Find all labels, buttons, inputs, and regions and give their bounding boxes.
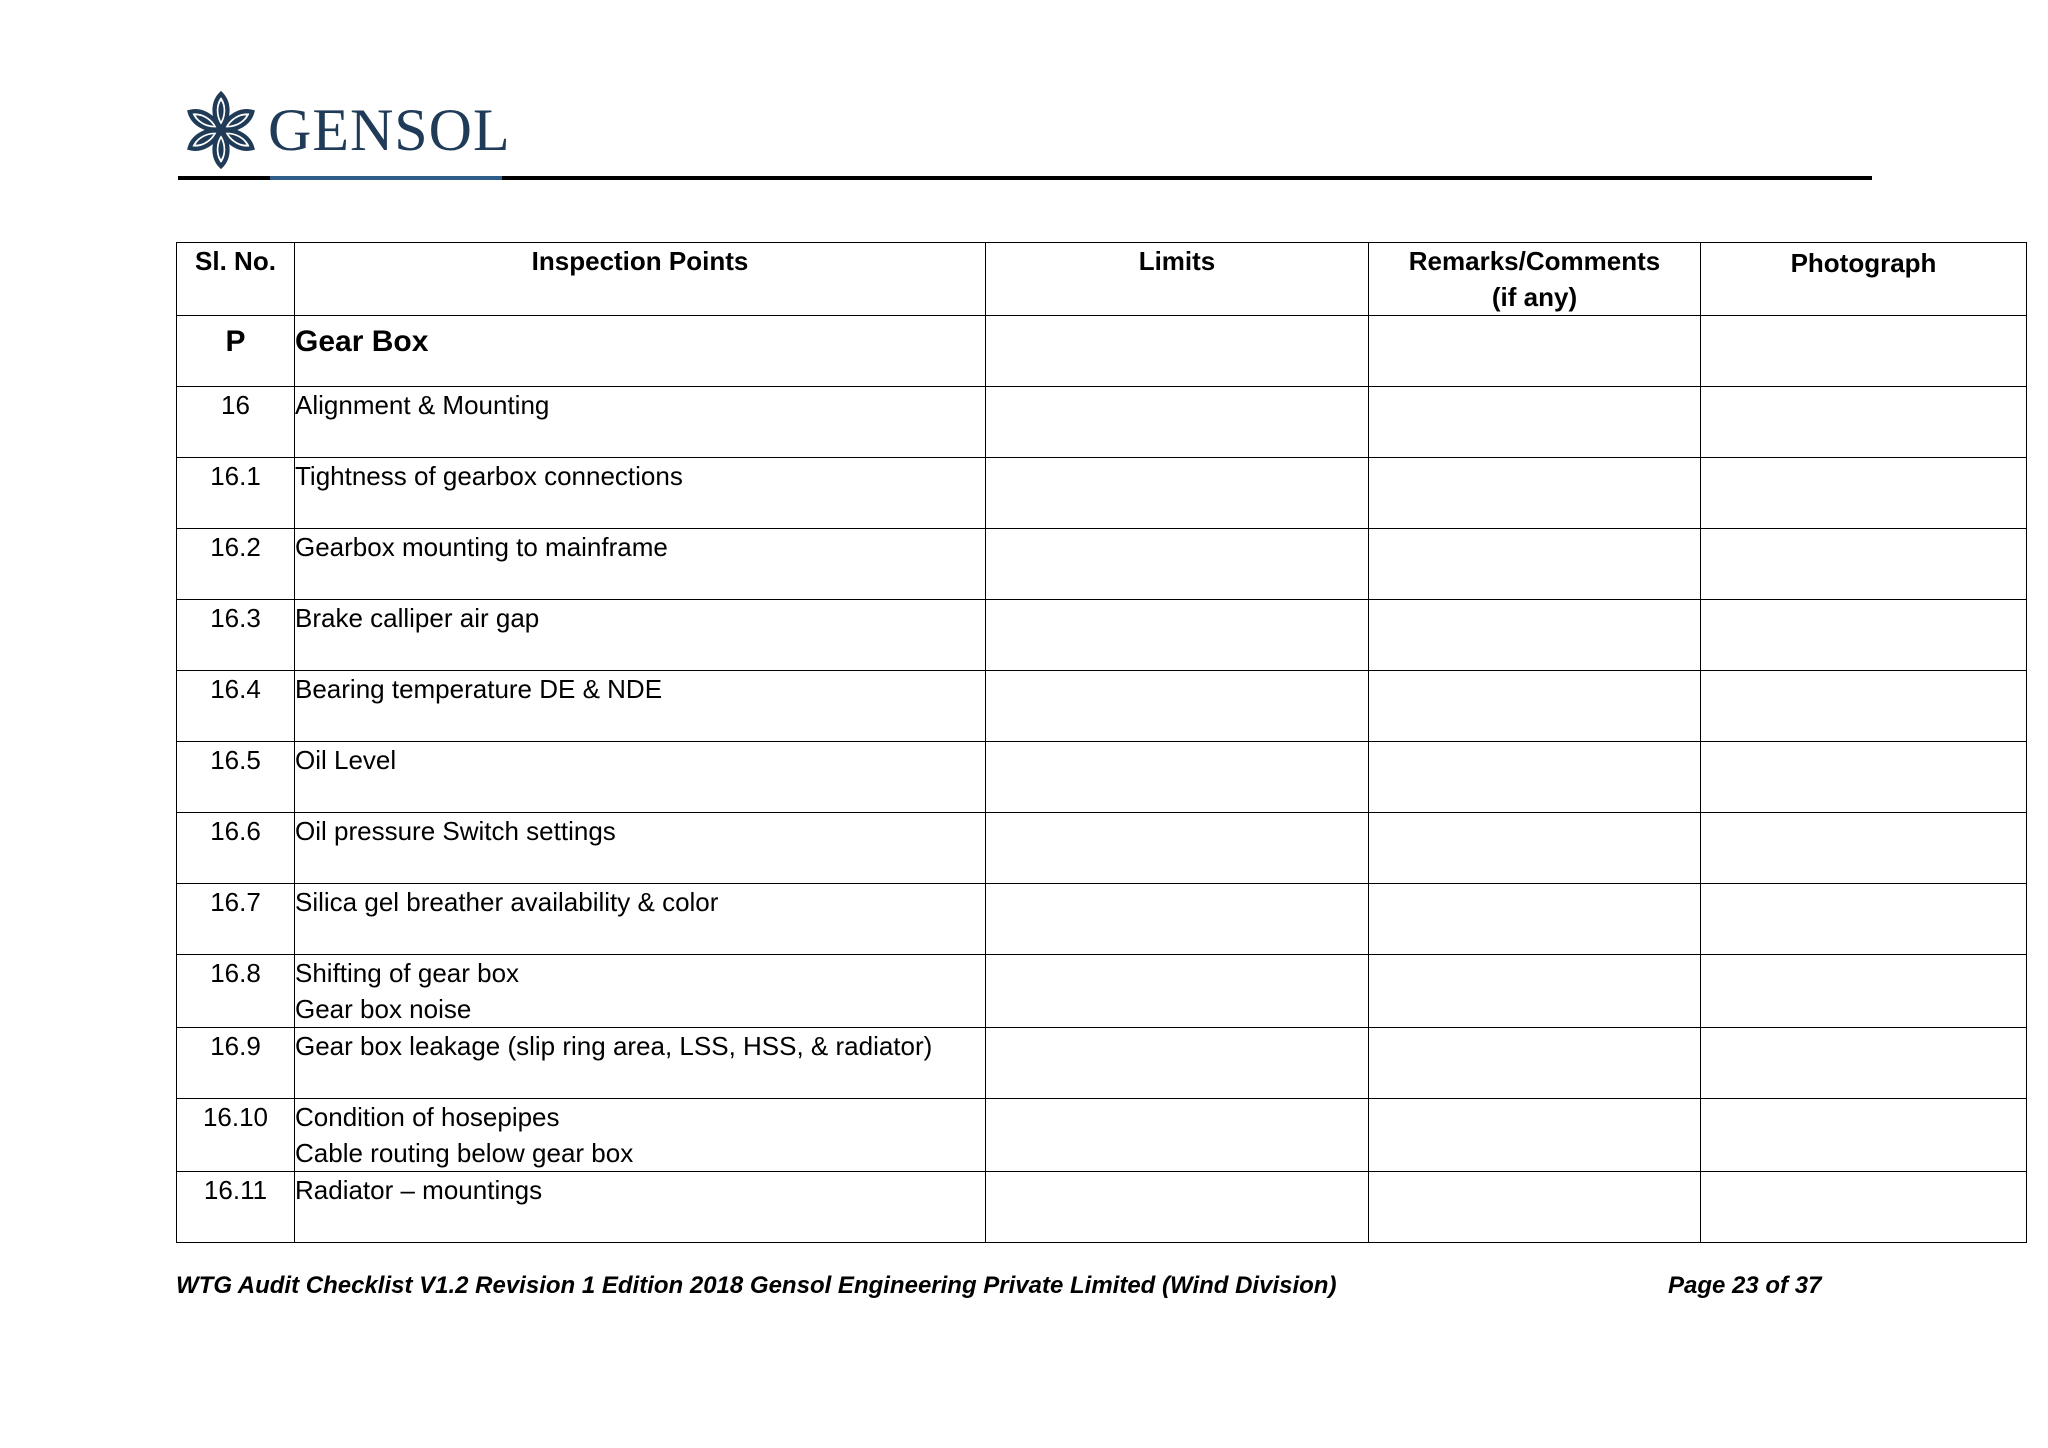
limits-cell[interactable] — [986, 671, 1369, 742]
col-header-photograph-label: Photograph — [1790, 248, 1937, 278]
table-row — [177, 742, 2027, 813]
inspection-point-cell — [295, 671, 986, 742]
sl-no-cell: 16.7 — [177, 884, 295, 955]
photograph-cell[interactable] — [1701, 884, 2027, 955]
sl-no-cell: 16.1 — [177, 458, 295, 529]
table-row — [177, 387, 2027, 458]
remarks-cell[interactable] — [1369, 1028, 1701, 1099]
inspection-point-cell — [295, 600, 986, 671]
sl-no-cell: 16.4 — [177, 671, 295, 742]
company-logo — [178, 88, 511, 172]
remarks-cell[interactable] — [1369, 316, 1701, 387]
table-row — [177, 1172, 2027, 1243]
photograph-cell[interactable] — [1701, 671, 2027, 742]
table-row — [177, 1099, 2027, 1172]
inspection-point-cell — [295, 387, 986, 458]
photograph-cell[interactable] — [1701, 955, 2027, 1028]
col-header-photograph — [1701, 243, 2027, 316]
limits-cell[interactable] — [986, 1099, 1369, 1172]
table-row — [177, 529, 2027, 600]
inspection-point-cell — [295, 884, 986, 955]
section-sl: P — [177, 316, 295, 387]
inspection-point-text-2: Cable routing below gear box — [295, 1138, 634, 1168]
inspection-point-text-2: Gear box noise — [295, 994, 472, 1024]
inspection-point-text: Tightness of gearbox connections — [295, 461, 683, 491]
inspection-point-text: Radiator – mountings — [295, 1175, 543, 1205]
header-rule-accent — [270, 176, 502, 180]
limits-cell[interactable] — [986, 600, 1369, 671]
photograph-cell[interactable] — [1701, 742, 2027, 813]
photograph-cell[interactable] — [1701, 529, 2027, 600]
table-row — [177, 600, 2027, 671]
col-header-limits: Limits — [986, 243, 1369, 316]
footer-document-title: WTG Audit Checklist V1.2 Revision 1 Edition 2018 Gensol Engineering Private Limited (Wind Division) — [176, 1272, 1337, 1299]
table-row — [177, 671, 2027, 742]
inspection-point-cell — [295, 458, 986, 529]
limits-cell[interactable] — [986, 742, 1369, 813]
inspection-point-cell — [295, 1172, 986, 1243]
footer-page-number: Page 23 of 37 — [1668, 1272, 1822, 1299]
col-header-inspection-points: Inspection Points — [295, 243, 986, 316]
remarks-cell[interactable] — [1369, 742, 1701, 813]
table-row — [177, 458, 2027, 529]
limits-cell[interactable] — [986, 955, 1369, 1028]
inspection-point-text: Silica gel breather availability & color — [295, 887, 719, 917]
sl-no-cell: 16.8 — [177, 955, 295, 1028]
sl-no-cell: 16 — [177, 387, 295, 458]
remarks-cell[interactable] — [1369, 884, 1701, 955]
photograph-cell[interactable] — [1701, 458, 2027, 529]
remarks-cell[interactable] — [1369, 671, 1701, 742]
table-row — [177, 813, 2027, 884]
remarks-cell[interactable] — [1369, 955, 1701, 1028]
sl-no-cell: 16.2 — [177, 529, 295, 600]
inspection-point-cell — [295, 813, 986, 884]
col-header-remarks-line1: Remarks/Comments — [1408, 246, 1661, 276]
section-title: Gear Box — [295, 316, 986, 387]
limits-cell[interactable] — [986, 529, 1369, 600]
sl-no-cell: 16.5 — [177, 742, 295, 813]
inspection-point-text: Gear box leakage (slip ring area, LSS, HSS, & radiator) — [295, 1031, 933, 1061]
inspection-point-cell — [295, 1099, 986, 1172]
section-row — [177, 316, 2027, 387]
limits-cell[interactable] — [986, 387, 1369, 458]
inspection-point-text: Alignment & Mounting — [295, 390, 550, 420]
inspection-point-text: Gearbox mounting to mainframe — [295, 532, 668, 562]
table-header-row — [177, 243, 2027, 316]
sl-no-cell: 16.11 — [177, 1172, 295, 1243]
photograph-cell[interactable] — [1701, 387, 2027, 458]
inspection-point-text: Condition of hosepipes — [295, 1102, 560, 1132]
col-header-sl-no: Sl. No. — [177, 243, 295, 316]
limits-cell[interactable] — [986, 458, 1369, 529]
limits-cell[interactable] — [986, 813, 1369, 884]
remarks-cell[interactable] — [1369, 600, 1701, 671]
remarks-cell[interactable] — [1369, 1172, 1701, 1243]
inspection-checklist-table — [176, 242, 2027, 1243]
remarks-cell[interactable] — [1369, 813, 1701, 884]
inspection-point-cell — [295, 1028, 986, 1099]
limits-cell[interactable] — [986, 1172, 1369, 1243]
table-row — [177, 1028, 2027, 1099]
remarks-cell[interactable] — [1369, 1099, 1701, 1172]
remarks-cell[interactable] — [1369, 529, 1701, 600]
remarks-cell[interactable] — [1369, 387, 1701, 458]
inspection-point-text: Brake calliper air gap — [295, 603, 540, 633]
inspection-point-text: Oil pressure Switch settings — [295, 816, 616, 846]
table-row — [177, 884, 2027, 955]
limits-cell[interactable] — [986, 316, 1369, 387]
sl-no-cell: 16.3 — [177, 600, 295, 671]
col-header-remarks-line2: (if any) — [1491, 282, 1578, 312]
flower-logo-icon — [178, 87, 264, 173]
page-header — [178, 88, 1872, 182]
inspection-point-text: Oil Level — [295, 745, 397, 775]
photograph-cell[interactable] — [1701, 316, 2027, 387]
inspection-point-text: Bearing temperature DE & NDE — [295, 674, 663, 704]
photograph-cell[interactable] — [1701, 1172, 2027, 1243]
photograph-cell[interactable] — [1701, 813, 2027, 884]
inspection-point-cell — [295, 742, 986, 813]
photograph-cell[interactable] — [1701, 600, 2027, 671]
sl-no-cell: 16.10 — [177, 1099, 295, 1172]
inspection-point-text: Shifting of gear box — [295, 958, 520, 988]
limits-cell[interactable] — [986, 1028, 1369, 1099]
col-header-remarks — [1369, 243, 1701, 316]
limits-cell[interactable] — [986, 884, 1369, 955]
table-row — [177, 955, 2027, 1028]
sl-no-cell: 16.6 — [177, 813, 295, 884]
logo-wordmark: GENSOL — [268, 97, 511, 163]
inspection-point-cell — [295, 529, 986, 600]
photograph-cell[interactable] — [1701, 1028, 2027, 1099]
inspection-point-cell — [295, 955, 986, 1028]
photograph-cell[interactable] — [1701, 1099, 2027, 1172]
sl-no-cell: 16.9 — [177, 1028, 295, 1099]
remarks-cell[interactable] — [1369, 458, 1701, 529]
